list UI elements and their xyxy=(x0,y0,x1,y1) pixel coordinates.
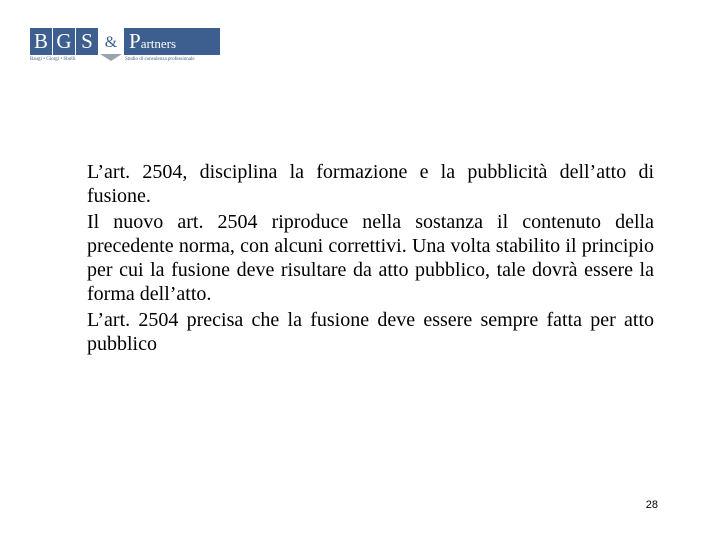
logo-ampersand: & xyxy=(104,34,118,51)
logo-partners-rest: artners xyxy=(140,36,177,51)
logo-letter-b: B xyxy=(30,28,52,55)
page-number: 28 xyxy=(645,499,658,511)
paragraph-3: L’art. 2504 precisa che la fusione deve essere sempre fatta per atto pubblico xyxy=(87,309,654,355)
slide-body xyxy=(87,160,654,358)
logo-subtitle-studio: Studio di consulenza professionale xyxy=(125,57,195,62)
bgs-partners-logo xyxy=(30,28,220,64)
logo-letter-g: G xyxy=(53,28,75,55)
logo-subtitle-names: Baugi • Giorgi • Sbolli xyxy=(30,57,76,62)
logo-letter-s: S xyxy=(76,28,98,55)
logo-triangle-icon xyxy=(100,54,122,61)
paragraph-1: L’art. 2504, disciplina la formazione e la pubblicità dell’atto di fusione. xyxy=(87,161,654,207)
logo-partners-initial: P xyxy=(129,29,141,53)
logo-partners xyxy=(124,28,220,55)
paragraph-2: Il nuovo art. 2504 riproduce nella sostanza il contenuto della precedente norma, con alcuni correttivi. Una volta stabilito il principio per cui la fusione deve risultare da atto pubblico, tale dovrà essere la forma dell’atto. xyxy=(87,211,654,305)
